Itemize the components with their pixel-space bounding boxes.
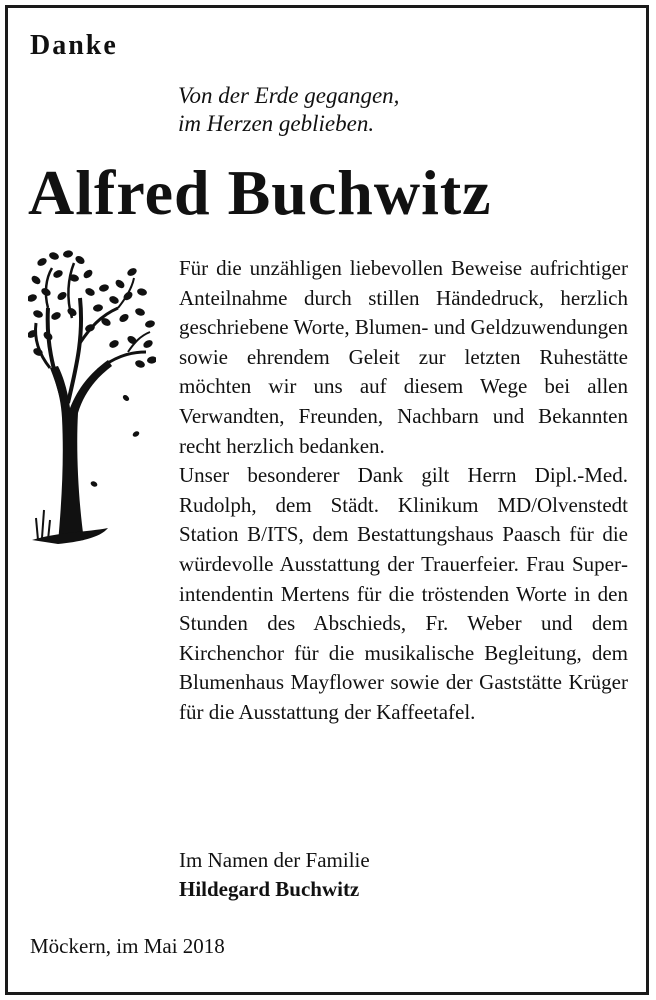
signer-name: Hildegard Buchwitz [179, 877, 360, 901]
closing-block [179, 846, 370, 904]
place-date: Möckern, im Mai 2018 [30, 934, 225, 958]
motto-line-1: Von der Erde gegangen, [178, 83, 400, 108]
deceased-name: Alfred Buchwitz [28, 157, 492, 228]
motto [178, 82, 399, 138]
header-label: Danke [30, 30, 118, 61]
thank-you-text [179, 254, 628, 728]
motto-line-2: im Herzen geblieben. [178, 111, 375, 136]
paragraph-1: Für die unzähligen liebevollen Beweise aufrichtiger Anteilnahme durch stillen Händedruck, herzlich geschriebene Worte, Blumen- und Geldzuwendungen sowie ehrendem Geleit zur letzten Ruhestätte möchten wir uns auf diesem Wege bei allen Verwandten, Freunden, Nachbarn und Bekannten recht herzlich bedanken. [179, 256, 628, 458]
closing-line: Im Namen der Familie [179, 848, 370, 872]
paragraph-2: Unser besonderer Dank gilt Herrn Dipl.-Med. Rudolph, dem Städt. Klinikum MD/Olvenstedt Station B/ITS, dem Bestattungshaus Paasch für die würdevolle Ausstattung der Trauerfeier. Frau Superintendentin Mertens für die tröstenden Worte in den Stunden des Abschieds, Fr. Weber und dem Kirchenchor für die musikalische Begleitung, dem Blumenhaus Mayflower sowie der Gaststätte Krüger für die Ausstattung der Kaffeetafel. [179, 463, 628, 724]
tree-icon [28, 248, 156, 548]
